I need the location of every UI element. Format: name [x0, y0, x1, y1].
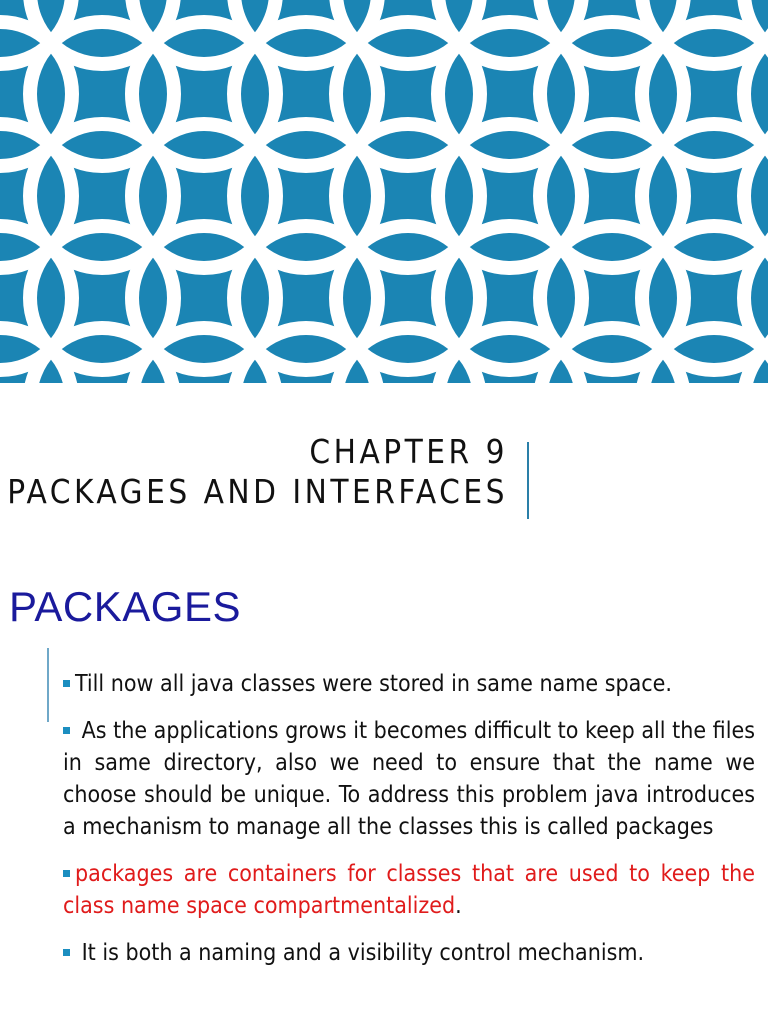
- bullet-text-tail: .: [455, 893, 462, 919]
- square-bullet-icon: [63, 870, 70, 877]
- chapter-number: CHAPTER 9: [309, 432, 508, 471]
- bullet-item: [63, 715, 755, 843]
- bullet-item: [63, 668, 755, 700]
- bullet-text: packages are containers for classes that are used to keep the class name space compartmentalized: [63, 861, 755, 919]
- bullet-text: It is both a naming and a visibility control mechanism.: [81, 940, 645, 966]
- bullet-list: [63, 668, 755, 984]
- content-divider: [47, 648, 49, 722]
- chapter-subtitle: PACKAGES AND INTERFACES: [7, 472, 508, 511]
- bullet-item: [63, 937, 755, 969]
- bullet-text: As the applications grows it becomes difficult to keep all the files in same directory, also we need to ensure that the name we choose should be unique. To address this problem java introduces a mechanism to manage all the classes this is called packages: [63, 718, 755, 840]
- section-heading: PACKAGES: [9, 583, 241, 630]
- chapter-title: [0, 432, 508, 512]
- bullet-item-highlighted: [63, 858, 755, 922]
- square-bullet-icon: [63, 727, 70, 734]
- decorative-circle-pattern-banner: [0, 0, 768, 383]
- bullet-text: Till now all java classes were stored in same name space.: [75, 671, 672, 697]
- square-bullet-icon: [63, 680, 70, 687]
- square-bullet-icon: [63, 949, 70, 956]
- title-divider: [527, 442, 529, 519]
